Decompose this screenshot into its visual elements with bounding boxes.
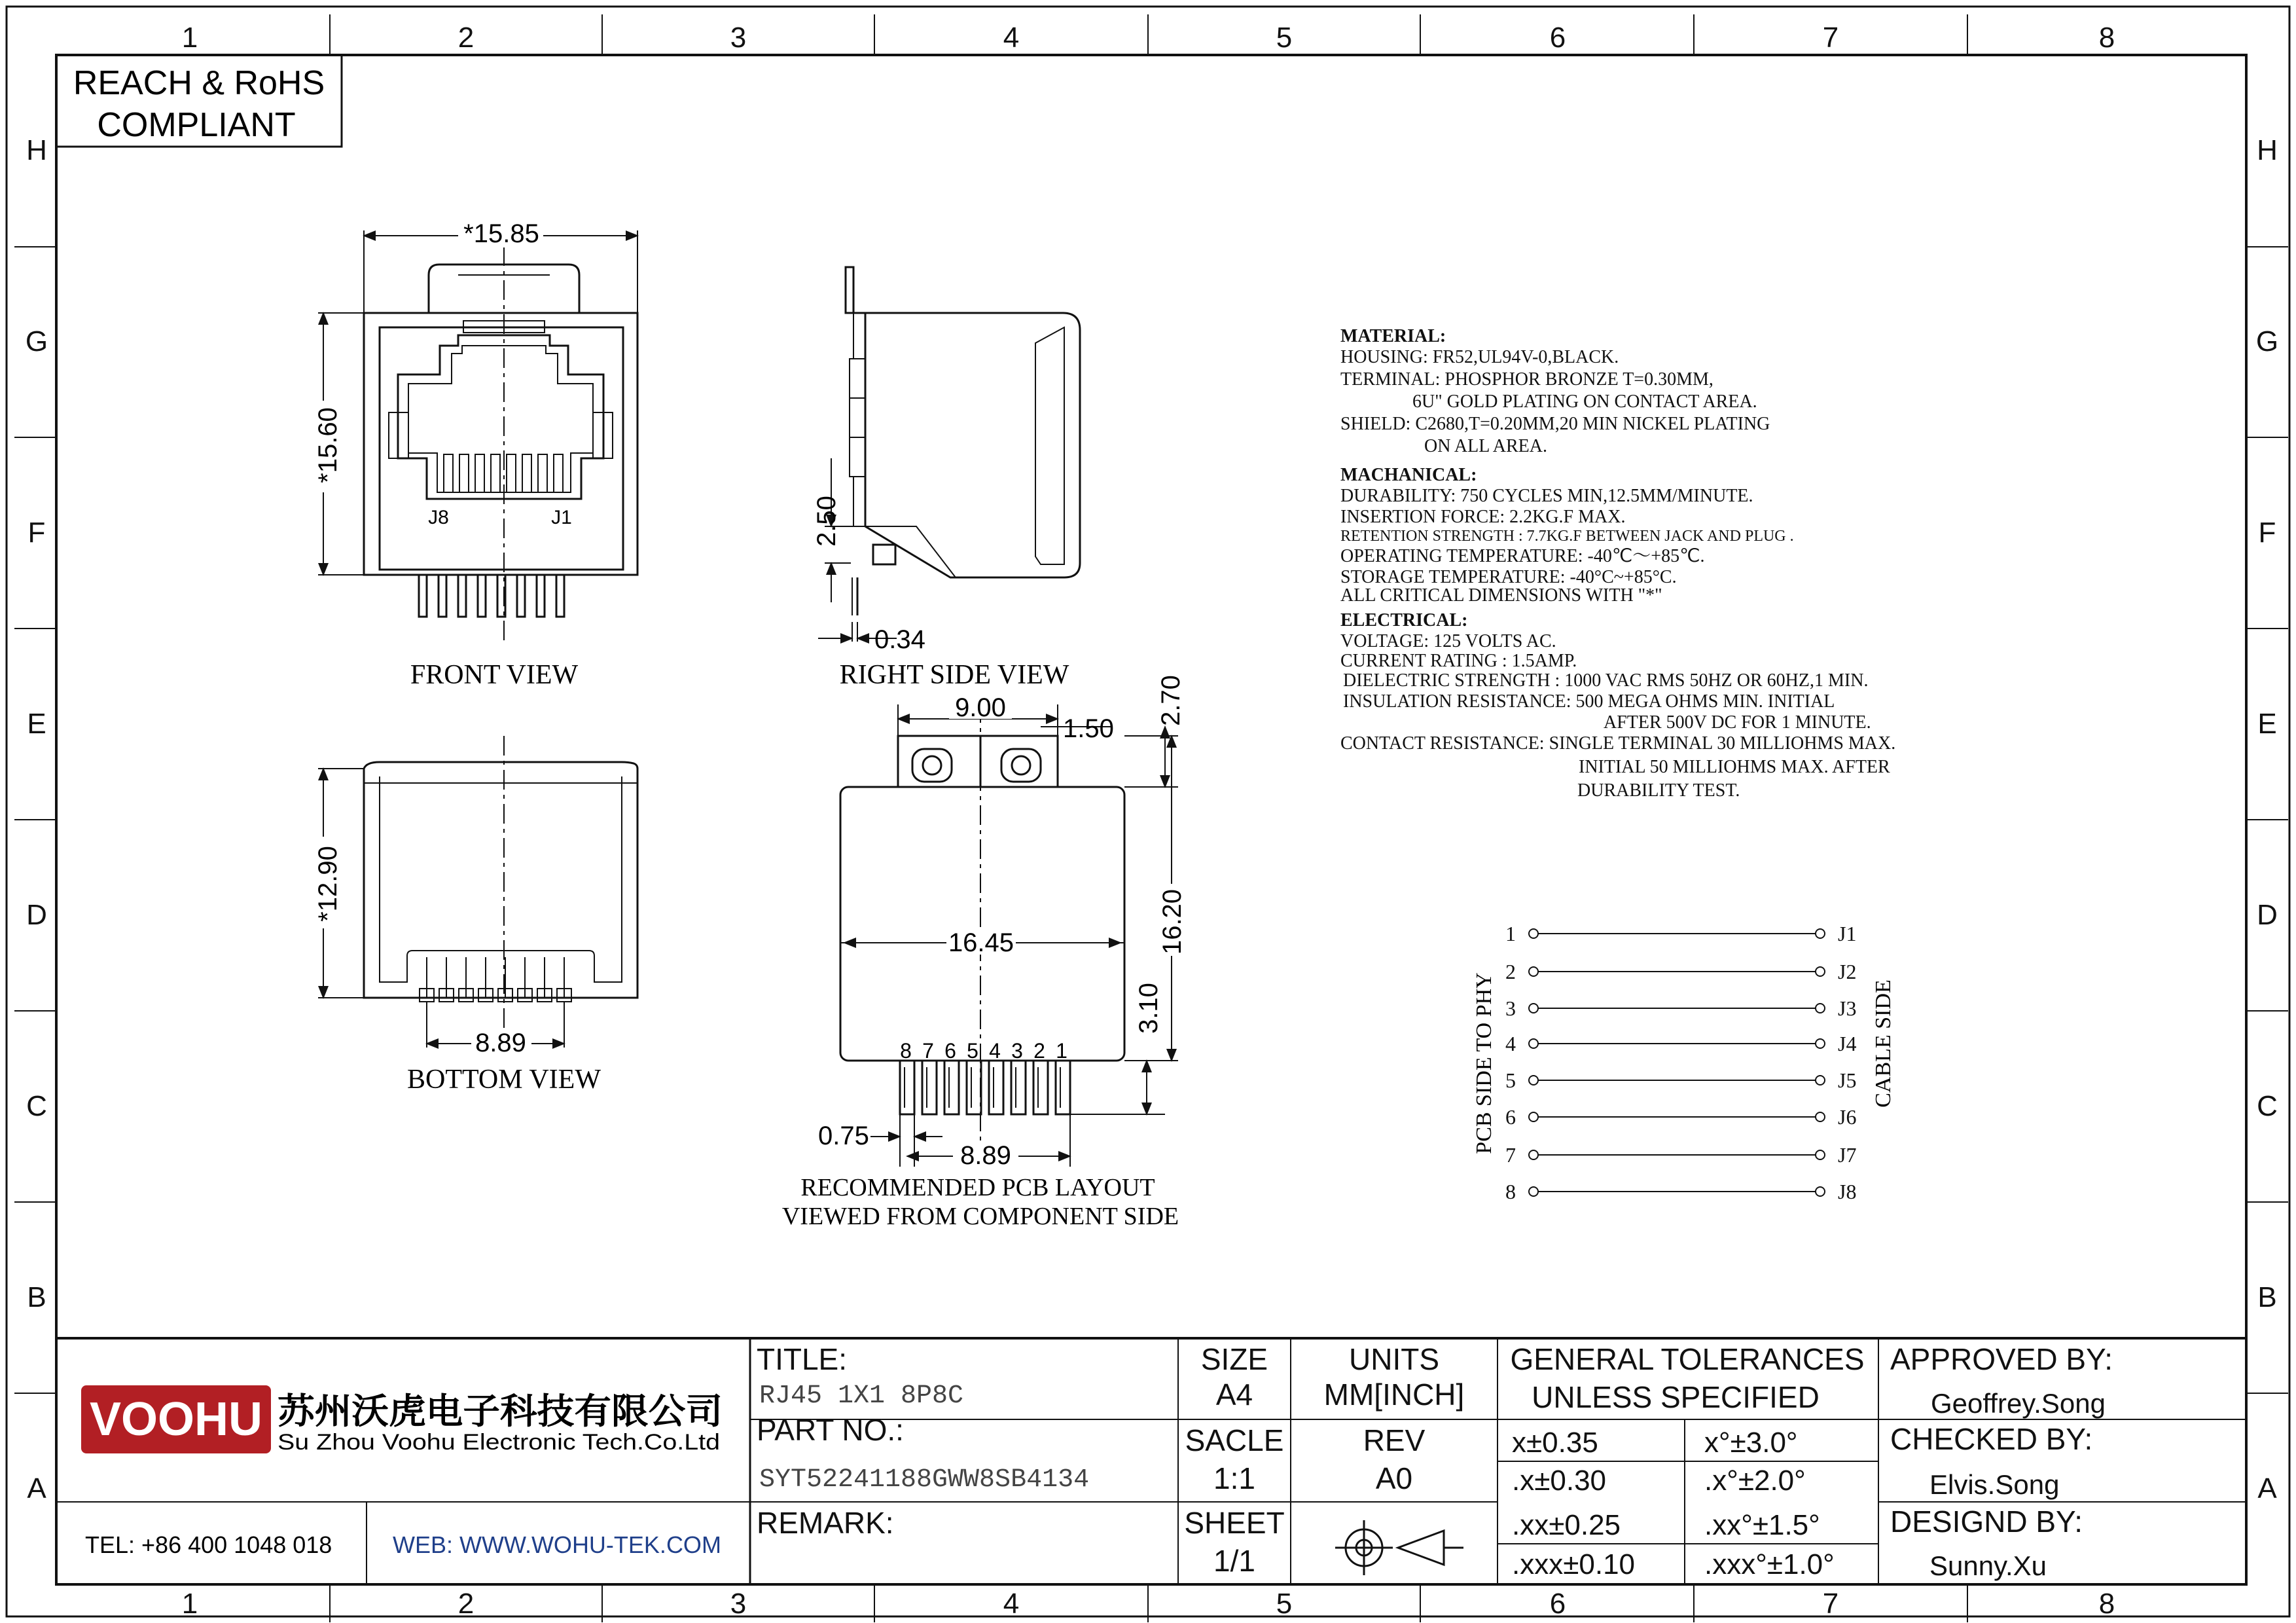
company-logo	[81, 1385, 271, 1453]
row-label-d: D	[26, 899, 47, 931]
schematic-right-pin: J1	[1838, 922, 1857, 945]
col-label-8-bottom: 8	[2098, 1588, 2115, 1620]
spec-line: CONTACT RESISTANCE: SINGLE TERMINAL 30 MILLIOHMS MAX.	[1340, 733, 1896, 754]
pcb-view-title-2: VIEWED FROM COMPONENT SIDE	[781, 1203, 1179, 1230]
spec-line: TERMINAL: PHOSPHOR BRONZE T=0.30MM,	[1340, 369, 1713, 390]
spec-line: AFTER 500V DC FOR 1 MINUTE.	[1604, 712, 1871, 733]
rev-label: REV	[1363, 1423, 1426, 1457]
row-label-a: A	[27, 1472, 46, 1504]
schematic-left-pin: 6	[1505, 1105, 1516, 1129]
pcb-pin-number: 4	[989, 1039, 1001, 1063]
title-block-fields	[757, 1342, 904, 1540]
side-dim-034: 0.34	[874, 625, 925, 654]
col-label-2-bottom: 2	[457, 1588, 475, 1620]
bottom-view-title: BOTTOM VIEW	[407, 1065, 601, 1095]
row-label-b-right: B	[2257, 1281, 2277, 1313]
company-name-cn: 苏州沃虎电子科技有限公司	[278, 1391, 723, 1432]
units-value: MM[INCH]	[1323, 1377, 1465, 1412]
approved-value: Geoffrey.Song	[1931, 1388, 2106, 1419]
spec-line: SHIELD: C2680,T=0.20MM,20 MIN NICKEL PLATING	[1340, 414, 1770, 434]
pcb-dim-270: 2.70	[1157, 675, 1185, 726]
col-label-6-bottom: 6	[1549, 1588, 1566, 1620]
front-view	[318, 230, 637, 645]
schematic-right-label: CABLE SIDE	[1871, 979, 1895, 1108]
schematic-right-pin: J7	[1838, 1143, 1857, 1167]
pcb-view-title-1: RECOMMENDED PCB LAYOUT	[800, 1174, 1155, 1201]
col-label-4: 4	[1003, 22, 1020, 54]
row-label-e-right: E	[2257, 708, 2277, 740]
designed-label: DESIGND BY:	[1890, 1504, 2083, 1539]
schematic-left-pin: 5	[1505, 1068, 1516, 1092]
row-label-g-right: G	[2255, 325, 2279, 357]
company-website: WEB: WWW.WOHU-TEK.COM	[393, 1531, 721, 1558]
schematic-left-pin: 1	[1505, 922, 1516, 945]
col-label-3-bottom: 3	[730, 1588, 747, 1620]
pcb-pin-number: 1	[1056, 1039, 1067, 1063]
col-label-7-bottom: 7	[1822, 1588, 1839, 1620]
checked-label: CHECKED BY:	[1890, 1422, 2093, 1456]
spec-line: INSERTION FORCE: 2.2KG.F MAX.	[1340, 507, 1626, 527]
front-height-dim: *15.60	[314, 407, 342, 483]
compliance-line-2: COMPLIANT	[97, 106, 296, 144]
tolerance-heading-2: UNLESS SPECIFIED	[1532, 1380, 1820, 1414]
grid-ticks	[14, 14, 2288, 1622]
pcb-pin-number: 7	[922, 1039, 934, 1063]
col-label-5: 5	[1276, 22, 1293, 54]
compliance-line-1: REACH & RoHS	[73, 64, 325, 102]
part-no-value: SYT52241188GWW8SB4134	[759, 1465, 1090, 1495]
title-value: RJ45 1X1 8P8C	[759, 1381, 964, 1411]
spec-line: RETENTION STRENGTH : 7.7KG.F BETWEEN JACK AND PLUG .	[1340, 528, 1794, 545]
tolerance-linear: x±0.35	[1512, 1427, 1598, 1459]
size-label: SIZE	[1200, 1342, 1268, 1376]
front-view-title: FRONT VIEW	[410, 660, 579, 690]
schematic-left-pin: 3	[1505, 996, 1516, 1020]
tolerance-linear: .x±0.30	[1512, 1465, 1607, 1497]
company-name-en: Su Zhou Voohu Electronic Tech.Co.Ltd	[278, 1430, 720, 1455]
pcb-dim-150: 1.50	[1063, 714, 1114, 743]
pin-label-j1: J1	[551, 507, 572, 528]
row-label-e: E	[27, 708, 46, 740]
approved-label: APPROVED BY:	[1890, 1342, 2113, 1376]
specifications	[1340, 326, 1895, 801]
col-label-8: 8	[2098, 22, 2115, 54]
pcb-pin-number: 5	[967, 1039, 978, 1063]
spec-line: STORAGE TEMPERATURE: -40°C~+85°C.	[1340, 567, 1677, 587]
spec-line: DIELECTRIC STRENGTH : 1000 VAC RMS 50HZ OR 60HZ,1 MIN.	[1343, 670, 1869, 691]
bottom-pitch-dim: 8.89	[475, 1029, 526, 1057]
schematic-right-pin: J5	[1838, 1068, 1857, 1092]
row-label-h-right: H	[2257, 134, 2278, 166]
spec-material-heading: MATERIAL:	[1340, 326, 1446, 346]
pcb-dim-1620: 16.20	[1158, 888, 1187, 955]
row-label-f: F	[27, 517, 46, 549]
tolerance-table	[1512, 1427, 1835, 1580]
col-label-5-bottom: 5	[1276, 1588, 1293, 1620]
front-width-dim: *15.85	[463, 219, 539, 248]
sheet-label: SHEET	[1184, 1506, 1285, 1540]
row-label-g: G	[25, 325, 48, 357]
pcb-pin-numbers	[900, 1039, 1067, 1063]
col-label-7: 7	[1822, 22, 1839, 54]
pin-schematic	[1472, 922, 1895, 1203]
bottom-height-dim: *12.90	[314, 846, 342, 922]
tolerance-angular: .xxx°±1.0°	[1704, 1548, 1835, 1580]
schematic-left-pin: 4	[1505, 1032, 1516, 1055]
tolerance-linear: .xxx±0.10	[1512, 1548, 1636, 1580]
spec-line: CURRENT RATING : 1.5AMP.	[1340, 651, 1577, 671]
pcb-pin-number: 2	[1033, 1039, 1045, 1063]
spec-line: OPERATING TEMPERATURE: -40℃～+85℃.	[1340, 546, 1705, 566]
tolerance-angular: .x°±2.0°	[1704, 1465, 1806, 1497]
row-label-c: C	[26, 1090, 47, 1122]
spec-mechanical-heading: MACHANICAL:	[1340, 465, 1477, 485]
col-label-6: 6	[1549, 22, 1566, 54]
spec-line: 6U" GOLD PLATING ON CONTACT AREA.	[1412, 392, 1757, 412]
pcb-pin-number: 3	[1011, 1039, 1023, 1063]
col-label-2: 2	[457, 22, 475, 54]
pin-label-j8: J8	[428, 507, 449, 528]
pcb-pin-number: 8	[900, 1039, 912, 1063]
units-label: UNITS	[1349, 1342, 1439, 1376]
col-label-4-bottom: 4	[1003, 1588, 1020, 1620]
spec-line: INSULATION RESISTANCE: 500 MEGA OHMS MIN. INITIAL	[1343, 691, 1835, 712]
schematic-left-pin: 2	[1505, 960, 1516, 983]
spec-line: DURABILITY TEST.	[1577, 780, 1740, 801]
schematic-right-pin: J2	[1838, 960, 1857, 983]
title-block-meta	[1184, 1342, 1864, 1578]
schematic-right-pin: J6	[1838, 1105, 1857, 1129]
row-label-h: H	[26, 134, 47, 166]
schematic-left-label: PCB SIDE TO PHY	[1472, 972, 1496, 1154]
projection-symbol-icon	[1335, 1520, 1463, 1575]
designed-value: Sunny.Xu	[1929, 1550, 2047, 1581]
schematic-left-pin: 7	[1505, 1143, 1516, 1167]
tolerance-angular: .xx°±1.5°	[1704, 1509, 1820, 1541]
sheet-value: 1/1	[1213, 1544, 1255, 1578]
remark-label: REMARK:	[757, 1506, 894, 1540]
scale-value: 1:1	[1213, 1461, 1255, 1495]
row-label-f-right: F	[2258, 517, 2276, 549]
spec-electrical-heading: ELECTRICAL:	[1340, 610, 1468, 630]
col-label-1: 1	[181, 22, 198, 54]
right-side-view	[818, 267, 1080, 642]
checked-value: Elvis.Song	[1929, 1469, 2060, 1500]
rev-value: A0	[1375, 1461, 1413, 1495]
row-label-a-right: A	[2257, 1472, 2277, 1504]
tolerance-linear: .xx±0.25	[1512, 1509, 1621, 1541]
pcb-dim-900: 9.00	[955, 693, 1006, 722]
col-label-3: 3	[730, 22, 747, 54]
row-label-b: B	[27, 1281, 46, 1313]
col-label-1-bottom: 1	[181, 1588, 198, 1620]
pcb-dim-889: 8.89	[960, 1141, 1011, 1170]
part-no-label: PART NO.:	[757, 1413, 904, 1447]
spec-line: VOLTAGE: 125 VOLTS AC.	[1340, 631, 1556, 651]
spec-line: HOUSING: FR52,UL94V-0,BLACK.	[1340, 347, 1619, 367]
pcb-dim-1645: 16.45	[948, 928, 1014, 957]
spec-line: ON ALL AREA.	[1424, 436, 1547, 456]
approval-fields	[1890, 1342, 2113, 1581]
compliance-box	[56, 55, 342, 147]
spec-line: ALL CRITICAL DIMENSIONS WITH "*"	[1340, 585, 1662, 606]
tolerance-angular: x°±3.0°	[1704, 1427, 1798, 1459]
logo-wordmark: VOOHU	[89, 1393, 263, 1446]
pcb-dim-310: 3.10	[1134, 983, 1163, 1034]
company-tel: TEL: +86 400 1048 018	[85, 1531, 332, 1558]
title-label: TITLE:	[757, 1342, 848, 1376]
schematic-left-pin: 8	[1505, 1180, 1516, 1203]
row-label-d-right: D	[2257, 899, 2278, 931]
tolerance-heading-1: GENERAL TOLERANCES	[1510, 1342, 1865, 1376]
right-side-view-title: RIGHT SIDE VIEW	[839, 660, 1069, 690]
scale-label: SACLE	[1185, 1423, 1284, 1457]
row-label-c-right: C	[2257, 1090, 2278, 1122]
schematic-right-pin: J8	[1838, 1180, 1857, 1203]
bottom-view	[318, 736, 637, 1048]
pcb-pin-number: 6	[944, 1039, 956, 1063]
schematic-right-pin: J4	[1838, 1032, 1857, 1055]
side-dim-250: 2.50	[812, 496, 841, 547]
schematic-right-pin: J3	[1838, 996, 1857, 1020]
spec-line: DURABILITY: 750 CYCLES MIN,12.5MM/MINUTE.	[1340, 486, 1753, 506]
pcb-dim-075: 0.75	[818, 1122, 869, 1150]
spec-line: INITIAL 50 MILLIOHMS MAX. AFTER	[1579, 757, 1890, 777]
size-value: A4	[1215, 1377, 1253, 1412]
